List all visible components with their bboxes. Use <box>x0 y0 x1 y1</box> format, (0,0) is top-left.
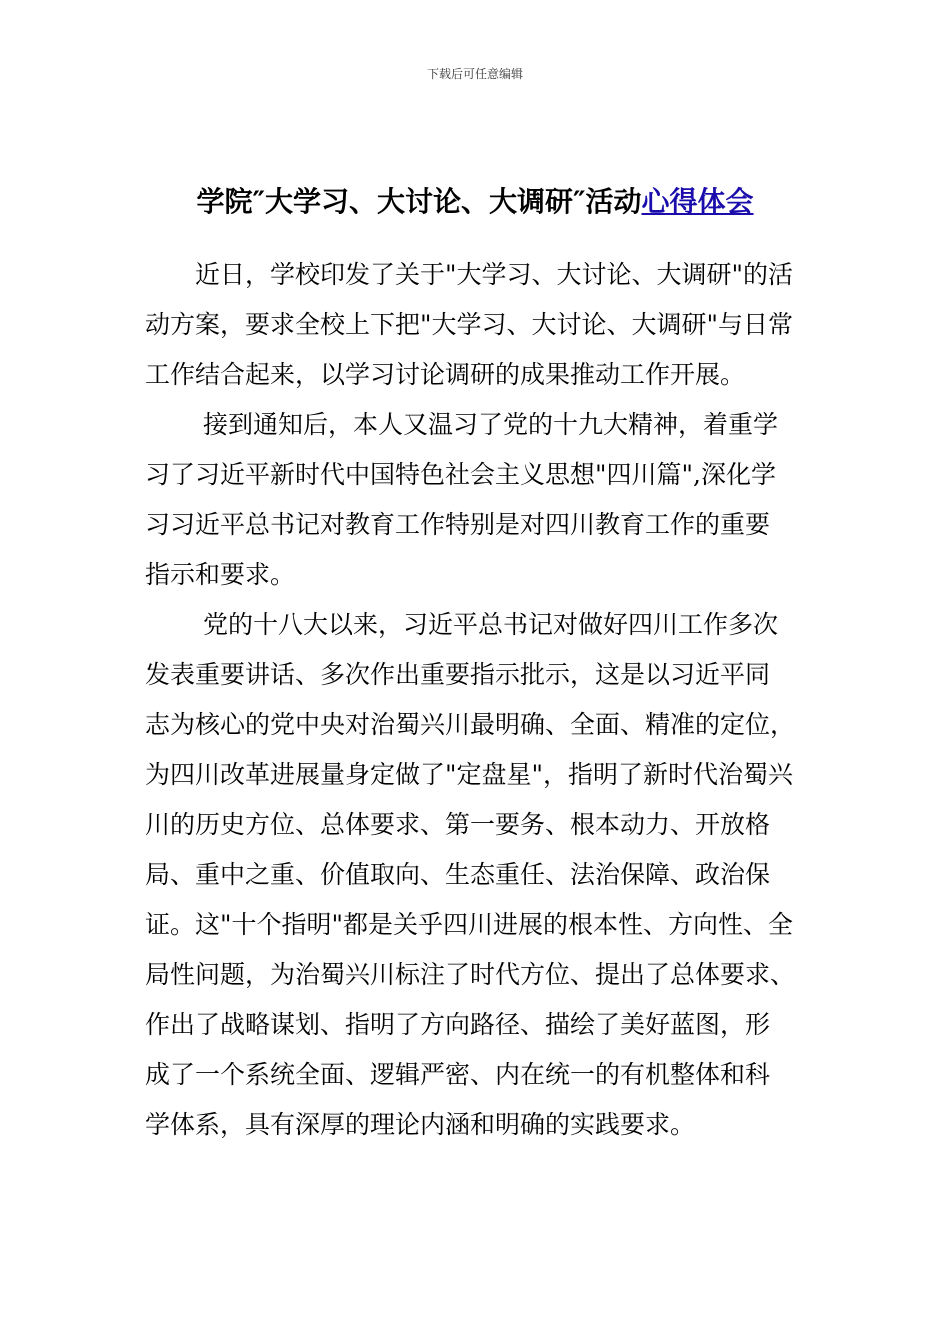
paragraph-line: 习习近平总书记对教育工作特别是对四川教育工作的重要 <box>145 510 771 539</box>
paragraph-2 <box>145 400 805 600</box>
paragraph-line: 近日，学校印发了关于"大学习、大讨论、大调研"的活 <box>195 260 794 289</box>
document-title <box>0 182 950 222</box>
paragraph-3 <box>145 600 805 1150</box>
paragraph-line: 作出了战略谋划、指明了方向路径、描绘了美好蓝图，形 <box>145 1010 771 1039</box>
paragraph-line: 成了一个系统全面、逻辑严密、内在统一的有机整体和科 <box>145 1060 771 1089</box>
document-body <box>145 250 805 1150</box>
paragraph-line: 为四川改革进展量身定做了"定盘星"，指明了新时代治蜀兴 <box>145 760 794 789</box>
paragraph-line: 川的历史方位、总体要求、第一要务、根本动力、开放格 <box>145 810 771 839</box>
paragraph-line: 志为核心的党中央对治蜀兴川最明确、全面、精准的定位， <box>145 710 796 739</box>
paragraph-1 <box>145 250 805 400</box>
paragraph-line: 局性问题，为治蜀兴川标注了时代方位、提出了总体要求、 <box>145 960 796 989</box>
paragraph-line: 党的十八大以来，习近平总书记对做好四川工作多次 <box>203 610 779 639</box>
paragraph-line: 接到通知后，本人又温习了党的十九大精神，着重学 <box>203 410 779 439</box>
page-header-note: 下载后可任意编辑 <box>426 67 523 81</box>
paragraph-line: 局、重中之重、价值取向、生态重任、法治保障、政治保 <box>145 860 771 889</box>
paragraph-line: 习了习近平新时代中国特色社会主义思想"四川篇",深化学 <box>145 460 776 489</box>
paragraph-line: 指示和要求。 <box>145 560 296 589</box>
paragraph-line: 发表重要讲话、多次作出重要指示批示，这是以习近平同 <box>145 660 771 689</box>
paragraph-line: 学体系，具有深厚的理论内涵和明确的实践要求。 <box>145 1110 696 1139</box>
title-text: 学院″大学习、大讨论、大调研″活动 <box>196 185 642 218</box>
paragraph-line: 动方案，要求全校上下把"大学习、大讨论、大调研"与日常 <box>145 310 794 339</box>
paragraph-line: 工作结合起来，以学习讨论调研的成果推动工作开展。 <box>145 360 746 389</box>
title-link[interactable]: 心得体会 <box>641 185 754 218</box>
paragraph-line: 证。这"十个指明"都是关乎四川进展的根本性、方向性、全 <box>145 910 794 939</box>
